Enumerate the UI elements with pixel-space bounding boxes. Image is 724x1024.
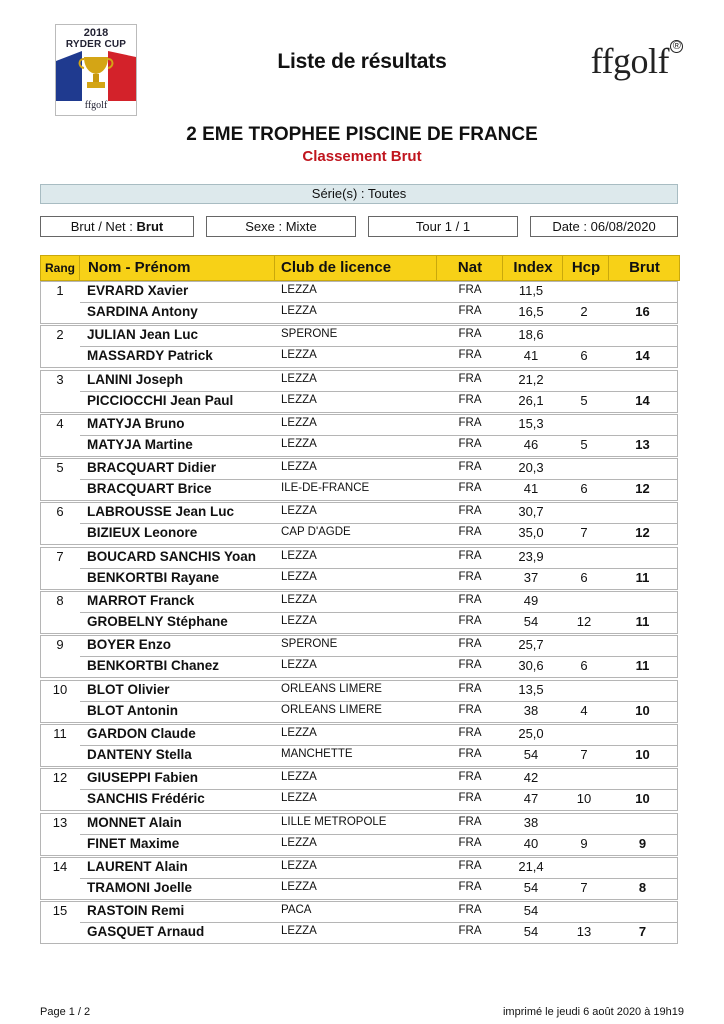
tour-box: Tour 1 / 1 — [368, 216, 518, 237]
brut-value: 14 — [635, 348, 650, 364]
club-name: ORLEANS LIMERE — [281, 682, 382, 695]
index-value: 40 — [523, 835, 539, 851]
club-name: LEZZA — [281, 925, 317, 938]
player-name: MONNET Alain — [87, 814, 182, 830]
player-name: MASSARDY Patrick — [87, 348, 213, 364]
nationality: FRA — [458, 570, 482, 583]
result-group — [40, 413, 678, 457]
row-divider — [80, 391, 678, 392]
club-name: ORLEANS LIMERE — [281, 703, 382, 716]
index-value: 18,6 — [518, 327, 544, 343]
nationality: FRA — [458, 349, 482, 362]
player-name: BRACQUART Brice — [87, 481, 212, 497]
brut-value: 10 — [635, 791, 650, 807]
index-value: 42 — [523, 770, 539, 786]
nationality: FRA — [458, 305, 482, 317]
row-divider — [80, 922, 678, 923]
club-name: ILE-DE-FRANCE — [281, 482, 370, 495]
index-value: 38 — [523, 702, 539, 718]
nationality: FRA — [458, 815, 482, 828]
club-name: LEZZA — [281, 305, 317, 317]
rank-value: 7 — [56, 548, 64, 564]
brut-value: 16 — [635, 304, 650, 319]
index-value: 49 — [523, 593, 539, 609]
club-name: SPERONE — [281, 328, 338, 341]
rank-value: 4 — [56, 415, 64, 431]
rank-value: 2 — [56, 327, 64, 343]
nationality: FRA — [458, 594, 482, 607]
hcp-value: 5 — [580, 436, 588, 452]
club-name: LEZZA — [281, 461, 317, 474]
player-name: LANINI Joseph — [87, 371, 184, 387]
result-group — [40, 900, 678, 944]
hcp-value: 10 — [576, 791, 592, 807]
brut-value: 11 — [635, 658, 650, 674]
result-group — [40, 546, 678, 590]
nationality: FRA — [458, 659, 482, 672]
index-value: 25,7 — [518, 637, 544, 653]
player-name: BENKORTBI Rayane — [87, 569, 220, 585]
player-name: LAURENT Alain — [87, 858, 188, 874]
brut-value: 10 — [635, 702, 650, 718]
club-name: SPERONE — [281, 638, 338, 651]
rank-value: 5 — [56, 460, 64, 476]
ffgolf-logo — [590, 40, 681, 82]
club-name: LEZZA — [281, 594, 317, 607]
club-name: CAP D'AGDE — [281, 526, 351, 539]
sexe-value: Mixte — [285, 219, 317, 234]
brut-net-value: Brut — [136, 219, 164, 234]
rank-value: 14 — [52, 858, 68, 874]
rank-value: 15 — [52, 903, 68, 919]
index-value: 21,2 — [518, 371, 544, 387]
result-group — [40, 679, 678, 723]
index-value: 54 — [523, 903, 539, 919]
index-value: 47 — [523, 791, 539, 807]
rank-value: 12 — [52, 770, 68, 786]
player-name: BRACQUART Didier — [87, 460, 217, 476]
col-hcp: Hcp — [562, 256, 609, 280]
club-name: LEZZA — [281, 549, 317, 562]
player-name: MARROT Franck — [87, 593, 195, 609]
player-name: BOYER Enzo — [87, 637, 172, 653]
player-name: SANCHIS Frédéric — [87, 791, 205, 807]
hcp-value: 2 — [580, 304, 588, 319]
row-divider — [80, 302, 678, 303]
index-value: 54 — [523, 746, 539, 762]
club-name: LEZZA — [281, 393, 317, 406]
nationality: FRA — [458, 703, 482, 716]
result-group — [40, 723, 678, 767]
col-index: Index — [502, 256, 563, 280]
hcp-value: 7 — [580, 746, 588, 762]
row-divider — [80, 568, 678, 569]
row-divider — [80, 878, 678, 879]
nationality: FRA — [458, 526, 482, 539]
brut-value: 11 — [635, 569, 650, 585]
club-name: PACA — [281, 904, 312, 917]
row-divider — [80, 479, 678, 480]
event-title: 2 EME TROPHEE PISCINE DE FRANCE — [186, 124, 538, 145]
player-name: BLOT Antonin — [87, 702, 178, 718]
index-value: 23,9 — [518, 548, 544, 564]
date-box: Date : 06/08/2020 — [530, 216, 678, 237]
index-value: 54 — [523, 614, 539, 630]
player-name: DANTENY Stella — [87, 746, 192, 762]
nationality: FRA — [458, 859, 482, 872]
nationality: FRA — [458, 482, 482, 495]
player-name: BENKORTBI Chanez — [87, 658, 220, 674]
player-name: MATYJA Martine — [87, 436, 193, 452]
rank-value: 13 — [52, 814, 68, 830]
brut-value: 12 — [635, 525, 650, 541]
nationality: FRA — [458, 615, 482, 628]
index-value: 21,4 — [518, 858, 544, 874]
results-table-body — [40, 280, 678, 944]
logo-year: 2018 — [83, 27, 109, 39]
rank-value: 11 — [53, 725, 67, 741]
hcp-value: 6 — [580, 569, 588, 585]
player-name: MATYJA Bruno — [87, 415, 185, 431]
player-name: BLOT Olivier — [87, 681, 170, 697]
index-value: 46 — [523, 436, 539, 452]
nationality: FRA — [458, 682, 482, 695]
index-value: 54 — [523, 879, 539, 895]
rank-value: 9 — [56, 637, 64, 653]
result-group — [40, 856, 678, 900]
index-value: 16,5 — [518, 304, 544, 319]
col-club: Club de licence — [274, 256, 436, 280]
col-brut: Brut — [608, 256, 680, 280]
sexe-box — [206, 216, 356, 237]
hcp-value: 7 — [580, 879, 588, 895]
series-banner: Série(s) : Toutes — [40, 184, 678, 204]
brand-text: ffgolf — [590, 41, 669, 81]
result-group — [40, 280, 678, 324]
result-group — [40, 324, 678, 368]
player-name: EVRARD Xavier — [87, 283, 189, 298]
index-value: 30,7 — [518, 504, 544, 520]
nationality: FRA — [458, 771, 482, 784]
row-divider — [80, 346, 678, 347]
nationality: FRA — [458, 416, 482, 429]
result-group — [40, 767, 678, 811]
club-name: LEZZA — [281, 570, 317, 583]
index-value: 11,5 — [518, 283, 544, 298]
index-value: 38 — [523, 814, 539, 830]
brut-value: 10 — [635, 746, 650, 762]
index-value: 41 — [523, 481, 539, 497]
ranking-type: Classement Brut — [302, 148, 422, 165]
nationality: FRA — [458, 904, 482, 917]
player-name: BIZIEUX Leonore — [87, 525, 198, 541]
brut-value: 9 — [638, 835, 647, 851]
nationality: FRA — [458, 372, 482, 385]
print-timestamp: imprimé le jeudi 6 août 2020 à 19h19 — [502, 1006, 684, 1018]
result-group — [40, 812, 678, 856]
index-value: 20,3 — [518, 460, 544, 476]
nationality: FRA — [458, 284, 482, 296]
row-divider — [80, 656, 678, 657]
club-name: LEZZA — [281, 505, 317, 518]
brut-value: 13 — [635, 436, 650, 452]
result-group — [40, 501, 678, 545]
club-name: LEZZA — [281, 771, 317, 784]
row-divider — [80, 789, 678, 790]
logo-federation: ffgolf — [84, 100, 108, 111]
club-name: LEZZA — [281, 880, 317, 893]
result-group — [40, 590, 678, 634]
player-name: TRAMONI Joelle — [87, 879, 193, 895]
index-value: 54 — [523, 924, 539, 940]
hcp-value: 13 — [576, 924, 592, 940]
col-rang: Rang — [45, 261, 75, 275]
hcp-value: 9 — [580, 835, 588, 851]
result-group — [40, 369, 678, 413]
results-table-header — [40, 255, 680, 281]
club-name: LEZZA — [281, 615, 317, 628]
rank-value: 6 — [56, 504, 64, 520]
player-name: FINET Maxime — [87, 835, 180, 851]
club-name: LEZZA — [281, 859, 317, 872]
row-divider — [80, 612, 678, 613]
index-value: 30,6 — [518, 658, 544, 674]
result-group — [40, 457, 678, 501]
nationality: FRA — [458, 549, 482, 562]
nationality: FRA — [458, 925, 482, 938]
result-group — [40, 634, 678, 678]
player-name: JULIAN Jean Luc — [87, 327, 199, 343]
sexe-label: Sexe : — [245, 219, 283, 234]
player-name: RASTOIN Remi — [87, 903, 185, 919]
player-name: GIUSEPPI Fabien — [87, 770, 199, 786]
brut-net-label: Brut / Net : — [70, 219, 133, 234]
hcp-value: 6 — [580, 348, 588, 364]
brut-value: 11 — [635, 614, 650, 630]
row-divider — [80, 834, 678, 835]
nationality: FRA — [458, 747, 482, 760]
player-name: GASQUET Arnaud — [87, 924, 205, 940]
row-divider — [80, 435, 678, 436]
rank-value: 3 — [56, 371, 64, 387]
col-nat: Nat — [436, 256, 503, 280]
nationality: FRA — [458, 505, 482, 518]
player-name: LABROUSSE Jean Luc — [87, 504, 235, 520]
rank-value: 1 — [56, 283, 64, 298]
club-name: LEZZA — [281, 836, 317, 849]
page-number: Page 1 / 2 — [40, 1006, 91, 1018]
player-name: BOUCARD SANCHIS Yoan — [87, 548, 257, 564]
index-value: 15,3 — [518, 415, 544, 431]
document-title: Liste de résultats — [277, 50, 447, 73]
club-name: LILLE METROPOLE — [281, 815, 387, 828]
hcp-value: 6 — [580, 481, 588, 497]
club-name: LEZZA — [281, 284, 317, 296]
nationality: FRA — [458, 393, 482, 406]
index-value: 35,0 — [518, 525, 544, 541]
index-value: 13,5 — [518, 681, 544, 697]
player-name: GARDON Claude — [87, 725, 196, 741]
club-name: LEZZA — [281, 726, 317, 739]
club-name: LEZZA — [281, 437, 317, 450]
nationality: FRA — [458, 836, 482, 849]
hcp-value: 4 — [580, 702, 588, 718]
hcp-value: 7 — [580, 525, 588, 541]
nationality: FRA — [458, 461, 482, 474]
row-divider — [80, 523, 678, 524]
nationality: FRA — [458, 792, 482, 805]
registered-icon: ® — [670, 40, 683, 53]
player-name: SARDINA Antony — [87, 304, 198, 319]
hcp-value: 5 — [580, 392, 588, 408]
index-value: 41 — [523, 348, 539, 364]
row-divider — [80, 745, 678, 746]
brut-net-box — [40, 216, 194, 237]
nationality: FRA — [458, 638, 482, 651]
index-value: 26,1 — [518, 392, 544, 408]
club-name: MANCHETTE — [281, 747, 353, 760]
player-name: GROBELNY Stéphane — [87, 614, 228, 630]
club-name: LEZZA — [281, 349, 317, 362]
hcp-value: 6 — [580, 658, 588, 674]
nationality: FRA — [458, 328, 482, 341]
brut-value: 12 — [635, 481, 650, 497]
club-name: LEZZA — [281, 416, 317, 429]
rank-value: 8 — [56, 593, 64, 609]
club-name: LEZZA — [281, 659, 317, 672]
player-name: PICCIOCCHI Jean Paul — [87, 392, 234, 408]
hcp-value: 12 — [576, 614, 592, 630]
club-name: LEZZA — [281, 792, 317, 805]
index-value: 25,0 — [518, 725, 544, 741]
nationality: FRA — [458, 437, 482, 450]
col-nom: Nom - Prénom — [79, 256, 282, 280]
rank-value: 10 — [52, 681, 68, 697]
logo-event: RYDER CUP — [65, 39, 127, 50]
row-divider — [80, 701, 678, 702]
club-name: LEZZA — [281, 372, 317, 385]
nationality: FRA — [458, 726, 482, 739]
brut-value: 8 — [638, 879, 647, 895]
brut-value: 7 — [638, 924, 647, 940]
index-value: 37 — [523, 569, 539, 585]
nationality: FRA — [458, 880, 482, 893]
brut-value: 14 — [635, 392, 650, 408]
